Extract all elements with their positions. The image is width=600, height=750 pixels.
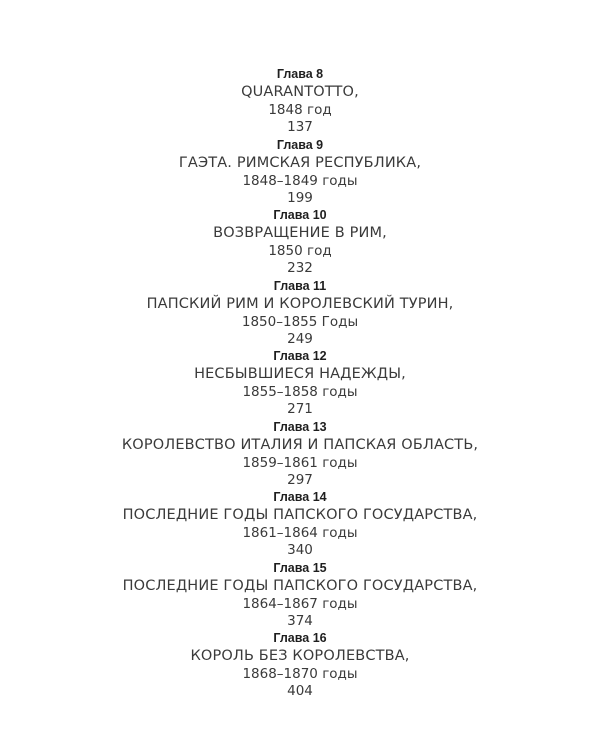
chapter-page-number: 249 [287, 330, 313, 347]
chapter-page-number: 404 [287, 683, 313, 699]
chapter-years: 1855–1858 годы [242, 384, 358, 400]
chapter-number: Глава 12 [273, 349, 327, 363]
chapter-number: Глава 15 [273, 560, 327, 575]
chapter-years: 1850 год [268, 243, 332, 259]
toc-entry-chapter-13 [0, 419, 600, 490]
toc-entry-chapter-14 [0, 489, 600, 560]
chapter-title: НЕСБЫВШИЕСЯ НАДЕЖДЫ, [194, 366, 406, 382]
chapter-years: 1850–1855 Годы [241, 313, 359, 330]
chapter-number: Глава 10 [273, 208, 327, 222]
toc-entry-chapter-10 [0, 207, 600, 278]
chapter-title: ПОСЛЕДНИЕ ГОДЫ ПАПСКОГО ГОСУДАРСТВА, [122, 577, 478, 594]
chapter-number: Глава 14 [273, 490, 327, 504]
chapter-title: ПОСЛЕДНИЕ ГОДЫ ПАПСКОГО ГОСУДАРСТВА, [122, 507, 478, 523]
chapter-number: Глава 8 [276, 67, 324, 81]
chapter-years: 1848 год [268, 102, 332, 118]
toc-entry-chapter-9 [0, 137, 600, 208]
chapter-years: 1861–1864 годы [242, 525, 358, 541]
chapter-title: КОРОЛЬ БЕЗ КОРОЛЕВСТВА, [190, 648, 410, 664]
chapter-title: QUARANTOTTO, [241, 84, 359, 100]
chapter-years: 1868–1870 годы [242, 666, 358, 682]
toc-entry-chapter-15 [0, 560, 600, 631]
chapter-years: 1848–1849 годы [242, 172, 358, 189]
toc-entry-chapter-12 [0, 348, 600, 419]
chapter-number: Глава 13 [273, 419, 327, 434]
chapter-page-number: 271 [287, 401, 313, 417]
chapter-number: Глава 11 [273, 278, 327, 293]
chapter-page-number: 374 [287, 612, 313, 629]
chapter-page-number: 137 [287, 119, 313, 135]
chapter-page-number: 297 [287, 471, 313, 488]
chapter-years: 1864–1867 годы [242, 595, 358, 612]
toc-entry-chapter-8 [0, 66, 600, 137]
table-of-contents [0, 66, 600, 701]
chapter-title: ГАЭТА. РИМСКАЯ РЕСПУБЛИКА, [178, 154, 422, 171]
toc-entry-chapter-16 [0, 630, 600, 701]
chapter-years: 1859–1861 годы [242, 454, 358, 471]
chapter-page-number: 199 [287, 189, 313, 206]
toc-entry-chapter-11 [0, 278, 600, 349]
chapter-page-number: 232 [287, 260, 313, 276]
chapter-title: КОРОЛЕВСТВО ИТАЛИЯ И ПАПСКАЯ ОБЛАСТЬ, [121, 436, 479, 453]
chapter-title: ПАПСКИЙ РИМ И КОРОЛЕВСКИЙ ТУРИН, [146, 295, 454, 312]
chapter-title: ВОЗВРАЩЕНИЕ В РИМ, [213, 225, 387, 241]
chapter-page-number: 340 [287, 542, 313, 558]
chapter-number: Глава 16 [273, 631, 327, 645]
chapter-number: Глава 9 [276, 137, 324, 152]
